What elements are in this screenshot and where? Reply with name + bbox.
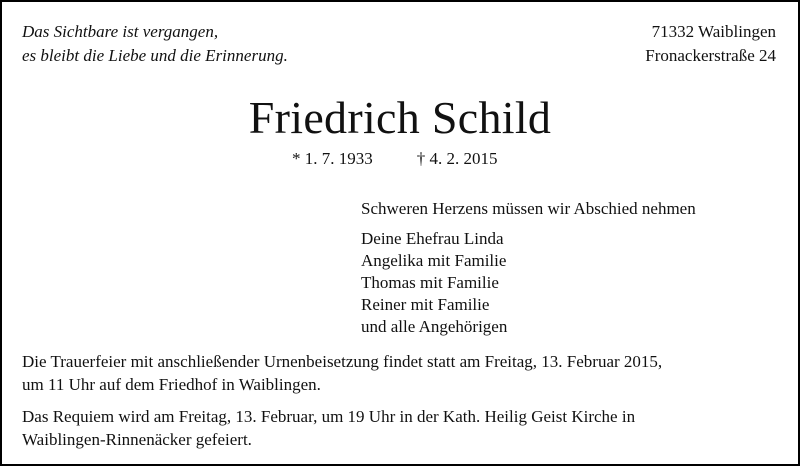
funeral-line-2: um 11 Uhr auf dem Friedhof in Waiblingen. [22, 375, 321, 394]
funeral-service-info [22, 350, 776, 396]
mourners-block [361, 198, 696, 338]
birth-date: * 1. 7. 1933 [292, 149, 373, 168]
death-date: † 4. 2. 2015 [416, 149, 498, 168]
mourner-item: und alle Angehörigen [361, 317, 508, 336]
family-address [645, 20, 776, 68]
mourners-list [361, 228, 696, 338]
memorial-quote [22, 20, 288, 68]
quote-line-2: es bleibt die Liebe und die Erinnerung. [22, 46, 288, 65]
requiem-line-1: Das Requiem wird am Freitag, 13. Februar, um 19 Uhr in der Kath. Heilig Geist Kirche in [22, 407, 636, 426]
address-city: 71332 Waiblingen [651, 22, 776, 41]
mourner-item: Reiner mit Familie [361, 295, 490, 314]
requiem-line-2: Waiblingen-Rinnenäcker gefeiert. [22, 430, 252, 449]
mourner-item: Deine Ehefrau Linda [361, 229, 504, 248]
farewell-line: Schweren Herzens müssen wir Abschied nehmen [361, 199, 696, 218]
deceased-name: Friedrich Schild [248, 92, 552, 143]
mourner-item: Thomas mit Familie [361, 273, 499, 292]
mourner-item: Angelika mit Familie [361, 251, 507, 270]
address-street: Fronackerstraße 24 [645, 46, 776, 65]
life-dates [292, 148, 498, 170]
funeral-line-1: Die Trauerfeier mit anschließender Urnenbeisetzung findet statt am Freitag, 13. Februar 2015, [22, 352, 663, 371]
quote-line-1: Das Sichtbare ist vergangen, [22, 22, 219, 41]
requiem-info [22, 405, 776, 451]
